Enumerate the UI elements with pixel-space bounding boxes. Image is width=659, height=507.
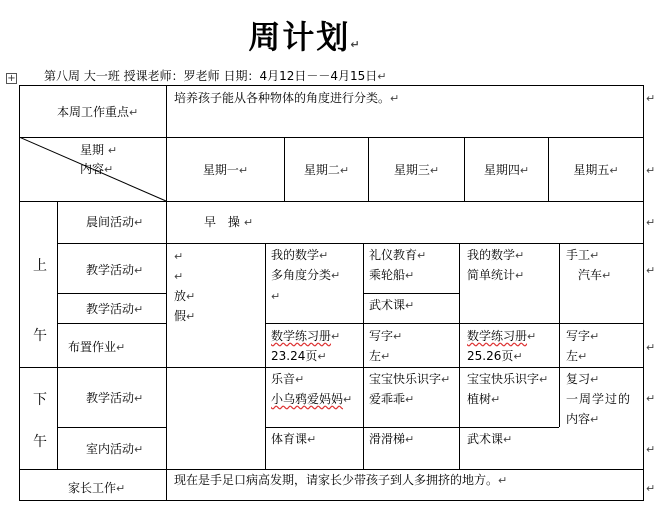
thursday-pm-line1: 宝宝快乐识字↵ bbox=[467, 372, 549, 386]
tuesday-hw-line1: 数学练习册↵ bbox=[271, 329, 341, 343]
friday-hw-line1: 写字↵ bbox=[566, 329, 600, 343]
thursday-am-line2: 简单统计↵ bbox=[467, 268, 525, 282]
row-end-mark-5: ↵ bbox=[646, 341, 656, 354]
wednesday-pm-line2: 爱乖乖↵ bbox=[369, 392, 415, 406]
row-end-mark-3: ↵ bbox=[646, 216, 656, 229]
diagonal-bottom-label: 内容↵ bbox=[80, 162, 114, 176]
row-label-teach-am-2: 教学活动↵ bbox=[86, 302, 144, 316]
thursday-indoor: 武术课↵ bbox=[467, 432, 513, 446]
tuesday-am-line1: 我的数学↵ bbox=[271, 248, 329, 262]
thursday-pm-line2: 植树↵ bbox=[467, 392, 501, 406]
morning-exercise: 早 操↵ bbox=[204, 215, 258, 229]
row-label-teach-am-1: 教学活动↵ bbox=[86, 263, 144, 277]
pm-label-top: 下 bbox=[33, 392, 47, 408]
wednesday-hw-line2: 左↵ bbox=[369, 349, 391, 363]
wednesday-pm-line1: 宝宝快乐识字↵ bbox=[369, 372, 451, 386]
thursday-hw-line1: 数学练习册↵ bbox=[467, 329, 537, 343]
wednesday-indoor: 滑滑梯↵ bbox=[369, 432, 415, 446]
row-end-mark-4: ↵ bbox=[646, 264, 656, 277]
weekday-thursday: 星期四↵ bbox=[483, 163, 530, 177]
tuesday-am-mark: ↵ bbox=[271, 290, 281, 303]
wednesday-am-line2: 乘轮船↵ bbox=[369, 268, 415, 282]
row-label-teach-pm: 教学活动↵ bbox=[86, 391, 144, 405]
monday-holiday-line1: 放↵ bbox=[174, 289, 196, 303]
tuesday-pm-line1: 乐音↵ bbox=[271, 372, 305, 386]
parents-content: 现在是手足口病高发期，请家长少带孩子到人多拥挤的地方。↵ bbox=[174, 473, 508, 487]
wednesday-hw-line1: 写字↵ bbox=[369, 329, 403, 343]
am-label-bottom: 午 bbox=[33, 328, 47, 344]
row-end-mark-8: ↵ bbox=[646, 482, 656, 495]
header-info: 第八周 大一班 授课老师：罗老师 日期：4月12日－－4月15日↵ bbox=[44, 69, 387, 83]
weekday-friday: 星期五↵ bbox=[573, 163, 619, 177]
row-label-indoor: 室内活动↵ bbox=[86, 442, 144, 456]
friday-am-line2: 汽车↵ bbox=[578, 268, 612, 282]
friday-pm-line2: 一周学过的 bbox=[566, 392, 632, 406]
tuesday-am-line2: 多角度分类↵ bbox=[271, 268, 341, 282]
wednesday-am2: 武术课↵ bbox=[369, 298, 415, 312]
thursday-am-line1: 我的数学↵ bbox=[467, 248, 525, 262]
pm-label-bottom: 午 bbox=[33, 434, 47, 450]
row-end-mark-1: ↵ bbox=[646, 92, 656, 105]
parents-label: 家长工作↵ bbox=[68, 481, 126, 495]
weekday-tuesday: 星期二↵ bbox=[303, 163, 350, 177]
am-label-top: 上 bbox=[33, 258, 47, 274]
wednesday-am-line1: 礼仪教育↵ bbox=[369, 248, 427, 262]
tuesday-indoor: 体育课↵ bbox=[271, 432, 317, 446]
monday-holiday-line2: 假↵ bbox=[174, 309, 196, 323]
weekday-monday: 星期一↵ bbox=[202, 163, 249, 177]
row-label-morning: 晨间活动↵ bbox=[86, 215, 144, 229]
page-title: 周计划↵ bbox=[248, 18, 362, 56]
focus-content: 培养孩子能从各种物体的角度进行分类。↵ bbox=[174, 91, 400, 105]
tuesday-pm-line2: 小乌鸦爱妈妈↵ bbox=[271, 392, 353, 406]
row-end-mark-2: ↵ bbox=[646, 164, 656, 177]
focus-label: 本周工作重点↵ bbox=[57, 105, 139, 119]
diagonal-top-label: 星期 ↵ bbox=[80, 143, 118, 157]
friday-hw-line2: 左↵ bbox=[566, 349, 588, 363]
weekday-wednesday: 星期三↵ bbox=[393, 163, 440, 177]
friday-pm-line3: 内容↵ bbox=[566, 412, 600, 426]
row-end-mark-7: ↵ bbox=[646, 443, 656, 456]
friday-pm-line1: 复习↵ bbox=[566, 372, 600, 386]
table-move-handle-icon[interactable]: + bbox=[7, 73, 16, 84]
thursday-hw-line2: 25.26页↵ bbox=[467, 349, 523, 363]
row-end-mark-6: ↵ bbox=[646, 392, 656, 405]
monday-mark-1: ↵ bbox=[174, 250, 184, 263]
friday-am-line1: 手工↵ bbox=[566, 248, 600, 262]
monday-mark-2: ↵ bbox=[174, 270, 184, 283]
tuesday-hw-line2: 23.24页↵ bbox=[271, 349, 327, 363]
row-label-homework: 布置作业↵ bbox=[68, 340, 126, 354]
